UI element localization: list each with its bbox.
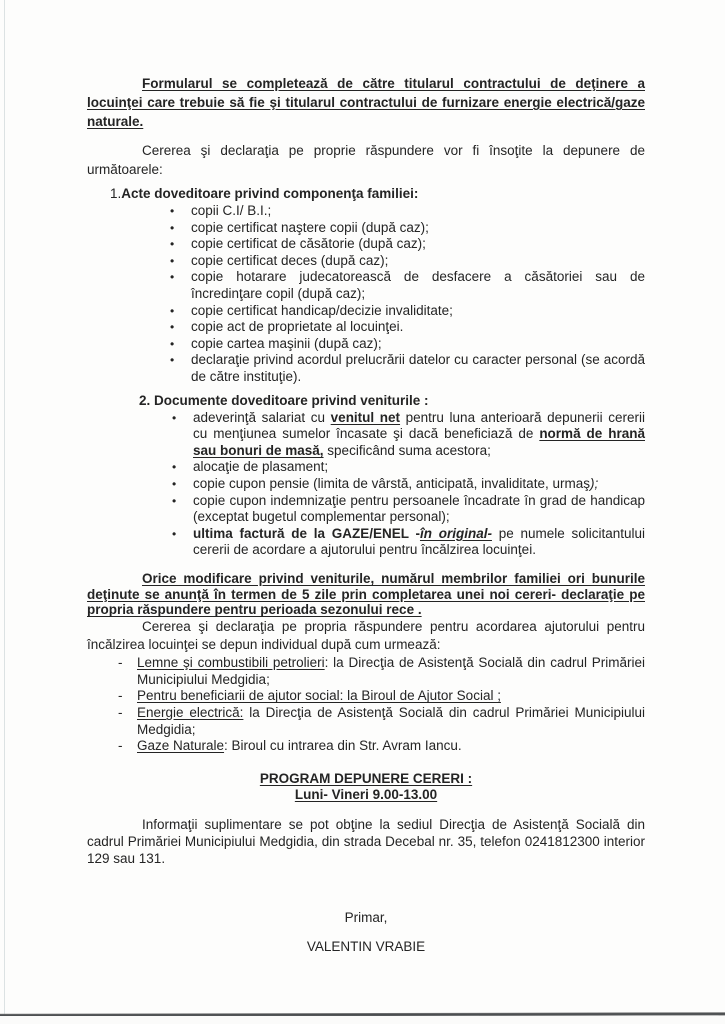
text-run: copie hotarare judecatorească de desfacere a căsătoriei sau de încredinţare copil (după caz); xyxy=(191,269,645,301)
signature-title xyxy=(87,909,645,926)
list-item xyxy=(172,459,645,476)
text-run: copie cupon pensie (limita de vârstă, anticipată, invaliditate, urmaş xyxy=(193,475,590,491)
list-item xyxy=(172,493,645,526)
program-heading xyxy=(87,771,645,787)
text-run: copie cupon indemnizaţie pentru persoanele încadrate în grad de handicap (exceptat bugetul complementar personal); xyxy=(193,492,645,525)
scan-background-strip xyxy=(0,1016,725,1024)
scan-edge-left xyxy=(4,0,5,1014)
section-1-heading xyxy=(87,185,645,202)
text-run: Primar, xyxy=(344,909,388,925)
submission-locations-list xyxy=(87,655,645,755)
list-item-text xyxy=(193,526,645,559)
text-run: VALENTIN VRABIE xyxy=(306,938,426,954)
list-item xyxy=(170,236,645,253)
submission-paragraph xyxy=(87,618,645,654)
list-item xyxy=(118,705,645,738)
list-item xyxy=(170,336,645,353)
text-run: copie certificat handicap/decizie invaliditate; xyxy=(191,302,453,318)
list-item xyxy=(172,410,645,460)
text-run: 1. xyxy=(110,186,122,201)
requirements-paragraph xyxy=(87,141,645,179)
info-paragraph xyxy=(87,816,645,867)
list-item-text xyxy=(137,705,645,738)
list-item-text xyxy=(191,319,645,336)
text-run: Energie electrică: xyxy=(137,705,244,721)
list-item-text xyxy=(193,410,645,460)
text-run: Formularul se completează de către titularul contractului de deţinere a locuinţei care trebuie să fie şi titularul contractului de furnizare energie electrică/gaze naturale. xyxy=(87,76,645,129)
bullet-marker: • xyxy=(170,204,175,218)
list-item xyxy=(172,526,645,559)
list-item-text xyxy=(193,476,645,493)
list-item xyxy=(118,738,645,755)
list-item-text xyxy=(191,253,645,270)
list-item xyxy=(172,476,645,493)
text-run: copie act de proprietate al locuinţei. xyxy=(191,319,404,335)
bullet-marker: • xyxy=(172,460,177,475)
bullet-marker: • xyxy=(170,336,175,351)
text-run: pe numele solicitantului cererii de acordare a ajutorului pentru încălzirea locuinţei. xyxy=(193,525,645,558)
text-run: Gaze Naturale xyxy=(137,738,225,754)
text-run: ultima factură de la GAZE/ENEL - xyxy=(193,525,420,541)
text-run: 2. Documente doveditoare privind veniturile : xyxy=(139,392,429,408)
text-run: Informaţii suplimentare se pot obţine la sediul Direcţia de Asistenţă Socială din cadrul Primăriei Municipiului Medgidia, din strada Decebal nr. 35, telefon 0241812300 interior 129 sau 131. xyxy=(87,816,645,866)
bullet-marker: • xyxy=(172,526,177,541)
text-run: : Biroul cu intrarea din Str. Avram Iancu. xyxy=(224,738,462,754)
notice-paragraph xyxy=(87,571,645,618)
list-item-text xyxy=(191,220,645,237)
list-item-text xyxy=(191,336,645,353)
text-run: Lemne şi combustibili petrolieri xyxy=(137,655,325,671)
text-run: Cererea şi declaraţia pe propria răspundere pentru acordarea ajutorului pentru încălzirea locuinţei se depun individual după cum urmează: xyxy=(87,619,645,653)
text-run: PROGRAM DEPUNERE CERERI : xyxy=(259,770,473,786)
list-item xyxy=(170,203,645,220)
bullet-marker: • xyxy=(172,493,177,508)
list-item xyxy=(170,220,645,237)
income-documents-list xyxy=(87,410,645,559)
bullet-marker: • xyxy=(170,253,175,268)
list-item xyxy=(170,269,645,302)
text-run: adeverinţă salariat cu xyxy=(193,409,331,425)
bullet-marker: • xyxy=(170,220,175,235)
list-item xyxy=(170,352,645,385)
text-run: în original- xyxy=(419,525,492,541)
bullet-marker: • xyxy=(170,270,175,285)
list-item xyxy=(118,688,645,705)
text-run: specificând suma acestora; xyxy=(323,442,491,458)
family-documents-list xyxy=(87,203,645,386)
text-run: la Direcţia de Asistenţă Socială din cadrul Primăriei Municipiului Medgidia; xyxy=(137,705,645,737)
text-run: ); xyxy=(589,475,599,491)
text-run: Orice modificare privind veniturile, numărul membrilor familiei ori bunurile deţinute se anunţă în termen de 5 zile prin completarea unei noi cereri- declaraţie pe propria răspundere pentru perioada sezonului rece . xyxy=(87,570,645,618)
text-run: copie cartea maşinii (după caz); xyxy=(191,335,382,351)
list-item-text xyxy=(191,352,645,385)
bullet-marker: • xyxy=(170,353,175,368)
bullet-marker: • xyxy=(170,303,175,318)
bullet-marker: • xyxy=(170,320,175,335)
list-item-text xyxy=(137,688,645,705)
list-item-text xyxy=(193,459,645,476)
text-run: normă de hrană sau bonuri de masă, xyxy=(193,426,645,458)
text-run: declaraţie privind acordul prelucrării datelor cu caracter personal (se acordă de către instituţie). xyxy=(191,352,645,384)
list-item-text xyxy=(191,269,645,302)
text-run: copii C.I/ B.I.; xyxy=(191,203,272,218)
text-run: Cererea şi declaraţia pe proprie răspundere vor fi însoţite la depunere de următoarele: xyxy=(87,143,645,177)
list-item-text xyxy=(193,493,645,526)
bullet-marker: • xyxy=(172,410,177,425)
bullet-marker: • xyxy=(172,476,177,491)
text-run: alocaţie de plasament; xyxy=(193,459,329,475)
text-run: copie certificat deces (după caz); xyxy=(191,252,389,268)
list-item xyxy=(170,253,645,270)
text-run: Acte doveditoare privind componenţa familiei: xyxy=(121,186,419,201)
intro-paragraph xyxy=(87,74,645,131)
text-run: : la Direcţia de Asistenţă Socială din cadrul Primăriei Municipiului Medgidia; xyxy=(137,655,645,687)
program-hours xyxy=(87,787,645,803)
text-run: copie certificat naştere copii (după caz); xyxy=(191,219,429,235)
text-run: venitul net xyxy=(330,409,401,425)
list-item-text xyxy=(191,303,645,320)
list-item-text xyxy=(191,203,645,220)
list-item xyxy=(118,655,645,688)
text-run: pentru luna anterioară depunerii cererii cu menţiunea sumelor încasate şi dacă beneficiază de xyxy=(193,409,645,442)
list-item-text xyxy=(137,738,645,755)
text-run: Luni- Vineri 9.00-13.00 xyxy=(294,786,438,802)
text-run: copie certificat de căsătorie (după caz); xyxy=(191,236,426,252)
bullet-marker: • xyxy=(170,237,175,252)
dash-marker: - xyxy=(118,655,123,671)
list-item-text xyxy=(191,236,645,253)
list-item xyxy=(170,319,645,336)
list-item xyxy=(170,303,645,320)
signature-name xyxy=(87,938,645,955)
document-body xyxy=(87,74,645,955)
text-run: Pentru beneficiarii de ajutor social: la Biroul de Ajutor Social ; xyxy=(137,688,501,704)
dash-marker: - xyxy=(118,705,123,721)
section-2-heading xyxy=(87,392,645,409)
dash-marker: - xyxy=(118,688,123,704)
list-item-text xyxy=(137,655,645,688)
dash-marker: - xyxy=(118,738,123,754)
